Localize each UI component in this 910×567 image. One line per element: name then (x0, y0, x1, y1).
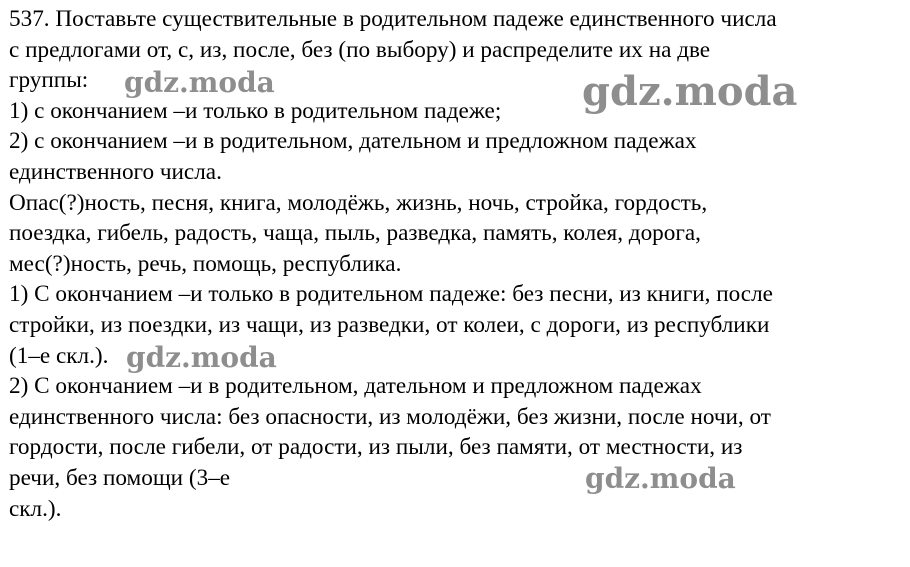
task-line-7: Опас(?)ность, песня, книга, молодёжь, жизнь, ночь, стройка, гордость, (9, 189, 708, 216)
watermark-4: gdz.moda (585, 462, 736, 495)
watermark-1: gdz.moda (124, 66, 275, 99)
task-line-2: с предлогами от, с, из, после, без (по выбору) и распределите их на две (9, 36, 711, 63)
answer-line-7: речи, без помощи (3–е (9, 464, 231, 491)
task-line-6: единственного числа. (9, 158, 222, 185)
answer-line-8: скл.). (9, 495, 62, 522)
answer-line-6: гордости, после гибели, от радости, из пыли, без памяти, от местности, из (9, 434, 743, 461)
task-line-3: группы: (9, 67, 89, 94)
watermark-3: gdz.moda (126, 341, 277, 374)
task-line-4: 1) с окончанием –и только в родительном падеже; (9, 97, 502, 124)
answer-line-4: 2) С окончанием –и в родительном, дательном и предложном падежах (9, 373, 702, 400)
answer-line-3: (1–е скл.). (9, 342, 109, 369)
answer-line-5: единственного числа: без опасности, из молодёжи, без жизни, после ночи, от (9, 403, 771, 430)
task-line-8: поездка, гибель, радость, чаща, пыль, разведка, память, колея, дорога, (9, 220, 701, 247)
answer-line-2: стройки, из поездки, из чащи, из разведки, от колеи, с дороги, из республики (9, 311, 770, 338)
task-line-5: 2) с окончанием –и в родительном, дательном и предложном падежах (9, 128, 697, 155)
task-line-1: 537. Поставьте существительные в родительном падеже единственного числа (9, 6, 777, 32)
watermark-2: gdz.moda (582, 68, 798, 115)
answer-line-1: 1) С окончанием –и только в родительном падеже: без песни, из книги, после (9, 281, 773, 308)
task-line-9: мес(?)ность, речь, помощь, республика. (9, 250, 402, 277)
